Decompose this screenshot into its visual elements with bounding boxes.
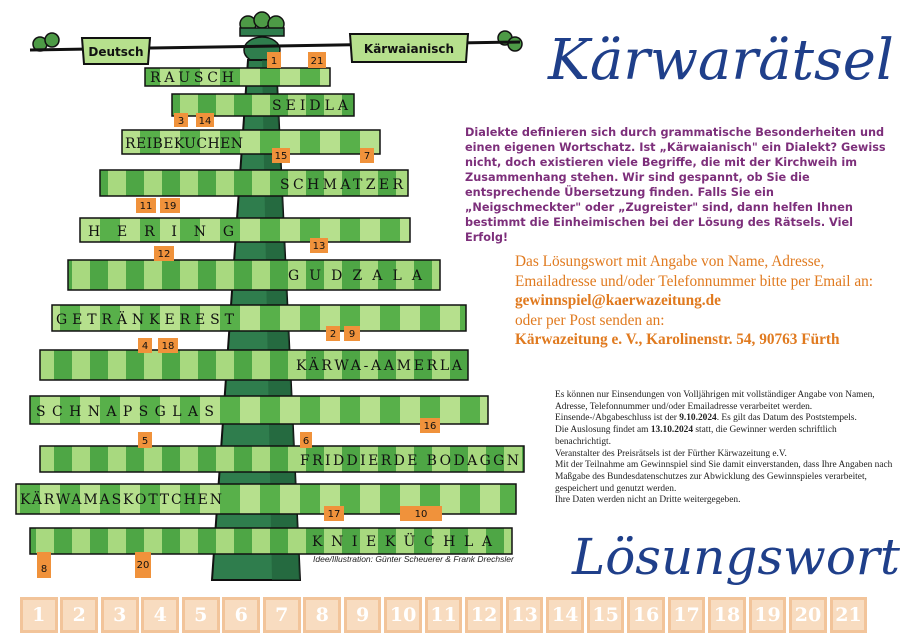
number-marker xyxy=(272,148,290,163)
svg-text:10: 10 xyxy=(414,509,428,520)
solution-box-6[interactable]: 6 xyxy=(222,597,260,633)
solution-box-15[interactable]: 15 xyxy=(587,597,625,633)
svg-text:20: 20 xyxy=(136,560,150,571)
solution-box-10[interactable]: 10 xyxy=(384,597,422,633)
solution-box-5[interactable]: 5 xyxy=(182,597,220,633)
word-rausch: RAUSCH xyxy=(150,70,235,86)
word-kniekuechla: KNIEKÜCHLA xyxy=(312,534,500,550)
solution-box-8[interactable]: 8 xyxy=(303,597,341,633)
number-marker xyxy=(138,432,152,448)
svg-text:15: 15 xyxy=(274,151,288,162)
send-line-2: oder per Post senden an: xyxy=(515,311,665,329)
number-marker xyxy=(136,198,156,213)
svg-text:21: 21 xyxy=(310,56,324,67)
word-getraenkerest: GETRÄNKEREST xyxy=(56,312,236,328)
svg-text:13: 13 xyxy=(312,241,326,252)
illustration-credit: Idee/Illustration: Günter Scheuerer & Frank Drechsler xyxy=(313,554,514,564)
svg-text:16: 16 xyxy=(423,421,437,432)
sign-deutsch xyxy=(82,38,150,64)
solution-box-19[interactable]: 19 xyxy=(749,597,787,633)
solution-box-9[interactable]: 9 xyxy=(344,597,382,633)
svg-text:4: 4 xyxy=(141,341,149,352)
svg-text:11: 11 xyxy=(139,201,153,212)
word-schnapsglas: SCHNAPSGLAS xyxy=(36,404,218,420)
number-marker xyxy=(326,326,340,341)
send-address: Kärwazeitung e. V., Karolinenstr. 54, 90763 Fürth xyxy=(515,331,840,348)
solution-box-7[interactable]: 7 xyxy=(263,597,301,633)
word-schmatzer: SCHMATZER xyxy=(280,177,405,193)
svg-text:7: 7 xyxy=(363,151,371,162)
sign-right-label: Kärwaianisch xyxy=(363,42,455,56)
solution-box-17[interactable]: 17 xyxy=(668,597,706,633)
number-marker xyxy=(160,198,180,213)
solution-box-12[interactable]: 12 xyxy=(465,597,503,633)
solution-box-13[interactable]: 13 xyxy=(506,597,544,633)
intro-text: Dialekte definieren sich durch grammatische Besonderheiten und einen eigenen Wortschatz. Ist „Kärwaianisch" ein Dialekt? Gewiss nicht, doch existieren viele Begriffe, die mit der Kirchweih im Zusammenhang stehen. Wir sind gespannt, ob Sie die entsprechende Übersetzung finden. Falls Sie ein „Neigschmeckter" oder „Zugreister" sind, dann helfen Ihnen bestimmt die Einheimischen bei der Lösung des Rätsels. Viel Erfolg! xyxy=(465,126,886,244)
word-bar-7 xyxy=(52,305,466,331)
page-title: Kärwarätsel xyxy=(548,28,894,93)
number-marker xyxy=(324,506,344,521)
word-kaerwa-aamerla: KÄRWA-AAMERLA xyxy=(296,358,464,374)
send-email: gewinnspiel@kaerwazeitung.de xyxy=(515,292,721,309)
send-line-1: Das Lösungswort mit Angabe von Name, Adresse, Emailadresse und/oder Telefonnummer bitte per Email an: xyxy=(515,253,874,290)
solution-title: Lösungswort xyxy=(572,528,900,586)
svg-text:5: 5 xyxy=(141,436,149,447)
number-marker xyxy=(135,552,151,578)
number-marker xyxy=(267,52,281,68)
svg-text:3: 3 xyxy=(177,116,185,127)
number-marker xyxy=(310,238,328,253)
svg-text:18: 18 xyxy=(161,341,175,352)
number-marker xyxy=(196,113,214,127)
solution-box-14[interactable]: 14 xyxy=(546,597,584,633)
solution-box-1[interactable]: 1 xyxy=(20,597,58,633)
number-marker xyxy=(400,506,442,521)
svg-text:2: 2 xyxy=(329,329,337,340)
sign-kaerwaianisch xyxy=(350,34,468,62)
word-friddierde-bodaggn: FRIDDIERDE BODAGGN xyxy=(300,453,520,469)
number-marker xyxy=(154,246,174,261)
word-seidla: SEIDLA xyxy=(272,98,350,114)
number-marker xyxy=(158,338,178,353)
word-gudzala: GUDZALA xyxy=(288,268,428,284)
svg-text:19: 19 xyxy=(163,201,177,212)
solution-box-21[interactable]: 21 xyxy=(830,597,868,633)
word-kaerwamaskottchen: KÄRWAMASKOTTCHEN xyxy=(20,492,222,508)
word-reibekuchen: REIBEKUCHEN xyxy=(125,136,243,152)
svg-text:9: 9 xyxy=(348,329,356,340)
number-marker xyxy=(300,432,312,448)
number-marker xyxy=(308,52,326,68)
fine-print: Es können nur Einsendungen von Volljährigen mit vollständiger Angabe von Namen, Adresse, Telefonnummer und/oder Emailadresse verarbeitet werden. Einsende-/Abgabeschluss ist der 9.10.2024. Es gilt das Datum des Poststempels. Die Auslosung findet am 13.10.2024 statt, die Gewinner werden schriftlich benachrichtigt. Veranstalter des Preisrätsels ist der Fürther Kärwazeitung e.V. Mit der Teilnahme am Gewinnspiel sind Sie damit einverstanden, dass Ihre Angaben nach Maßgabe des Bundesdatenschutzes zur Abwicklung des Gewinnspieles verarbeitet, gespeichert und genutzt werden. Ihre Daten werden nicht an Dritte weitergegeben. xyxy=(555,390,893,506)
number-marker xyxy=(37,552,51,578)
solution-box-2[interactable]: 2 xyxy=(60,597,98,633)
solution-box-16[interactable]: 16 xyxy=(627,597,665,633)
number-marker xyxy=(420,418,440,433)
number-marker xyxy=(360,148,374,163)
solution-box-18[interactable]: 18 xyxy=(708,597,746,633)
svg-text:6: 6 xyxy=(302,436,310,447)
svg-text:8: 8 xyxy=(40,564,48,575)
solution-box-11[interactable]: 11 xyxy=(425,597,463,633)
sign-left-label: Deutsch xyxy=(88,45,144,59)
number-marker xyxy=(174,113,188,127)
svg-text:14: 14 xyxy=(198,116,212,127)
solution-box-20[interactable]: 20 xyxy=(789,597,827,633)
send-instructions xyxy=(515,252,895,350)
svg-text:17: 17 xyxy=(327,509,341,520)
word-hering: HERING xyxy=(88,224,246,240)
svg-text:12: 12 xyxy=(157,249,171,260)
solution-box-3[interactable]: 3 xyxy=(101,597,139,633)
number-marker xyxy=(344,326,360,341)
solution-box-4[interactable]: 4 xyxy=(141,597,179,633)
solution-boxes xyxy=(20,597,867,633)
svg-text:1: 1 xyxy=(270,56,278,67)
number-marker xyxy=(138,338,152,353)
